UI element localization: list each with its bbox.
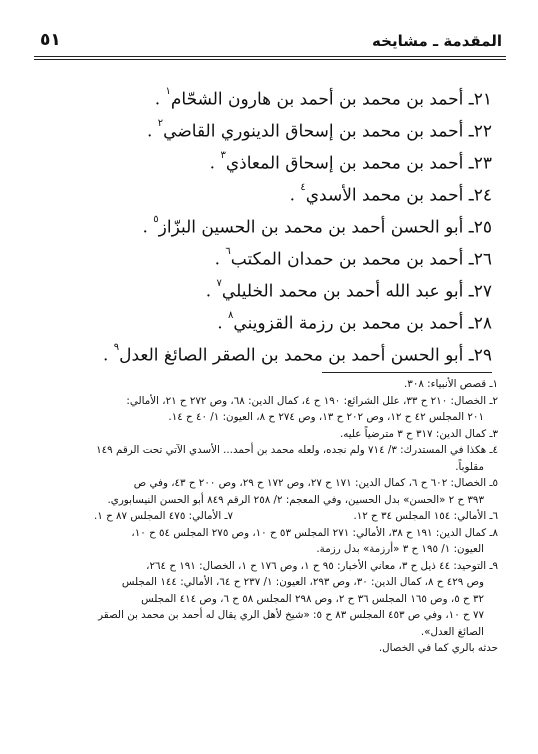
narrator-list [52, 80, 492, 368]
list-item: ٢٢ـ أحمد بن محمد بن إسحاق الدينوري القاضي$^٢$ . [146, 118, 492, 142]
footnote-2: ٢ـ الخصال: ٢١٠ ح ٣٣، علل الشرائع: ١٩٠ ح ٤، كمال الدين: ٦٨، وص ٢٧٢ ح ٢١، الأمالي: [126, 394, 498, 407]
footnotes [34, 376, 498, 657]
footnote-separator [322, 372, 492, 373]
footnote-3: ٣ـ كمال الدين: ٣١٧ ح ٣ مترضياً عليه. [339, 427, 498, 440]
footnote-2-cont: ٢٠١ المجلس ٤٢ ح ١٢، وص ٢٠٢ ح ١٣، وص ٢٧٤ ح ٨، العيون: ١/ ٤٠ ح ١٤. [168, 411, 484, 423]
footnote-8-cont: العيون: ١/ ١٩٥ ح ٣ «أرزمة» بدل رزمة. [316, 543, 484, 555]
footnote-6: ٦ـ الأمالي: ١٥٤ المجلس ٣٤ ح ١٢. [353, 510, 498, 522]
footnote-9-cont-1: وص ٤٢٩ ح ٨، كمال الدين: ٣٠، وص ٢٩٣، العيون: ١/ ٢٣٧ ح ٦٤، الأمالي: ١٤٤ المجلس [121, 576, 484, 588]
footnote-1: ١ـ قصص الأنبياء: ٣٠٨. [404, 378, 498, 390]
footnote-9-cont-3: ٧٧ ح ١٠، وفي ص ٤٥٣ المجلس ٨٣ ح ٥: «شيخ لأهل الري يقال له أحمد بن محمد بن الصقر [98, 609, 484, 621]
list-item: ٢١ـ أحمد بن محمد بن أحمد بن هارون الشحّام$^١$ . [154, 86, 492, 110]
footnote-9-cont-4: الصائغ العدل». [420, 625, 484, 638]
list-item: ٢٥ـ أبو الحسن أحمد بن محمد بن الحسين البزّاز$^٥$ . [142, 214, 492, 238]
footnote-9: ٩ـ التوحيد: ٤٤ ذيل ح ٣، معاني الأخبار: ٩٥ ح ١، وص ١٧٦ ح ١، الخصال: ١٩١ ح ٢٦٤، [146, 559, 498, 572]
list-item: ٢٨ـ أحمد بن محمد بن رزمة القزويني$^٨$ . [217, 310, 492, 334]
footnote-4-cont: مقلوباً. [455, 460, 484, 473]
footnote-6-7-row [34, 508, 498, 525]
footnote-9-note: حدثه بالري كما في الخصال. [378, 642, 498, 654]
footnote-5-cont: ٣٩٣ ح ٢ «الحسن» بدل الحسين، وفي المعجم: ٢/ ٢٥٨ الرقم ٨٤٩ أبو الحسن النيسابوري. [107, 493, 484, 506]
list-item: ٢٣ـ أحمد بن محمد بن إسحاق المعاذي$^٣$ . [209, 150, 492, 174]
footnote-5: ٥ـ الخصال: ٦٠٢ ح ٦، كمال الدين: ١٧١ ح ٢٧، وص ١٧٢ ح ٢٩، وص ٢٠٠ ح ٤٣، وفي ص [133, 477, 498, 489]
header-rule [34, 56, 506, 57]
footnote-8: ٨ـ كمال الدين: ١٩١ ح ٣٨، الأمالي: ٢٧١ المجلس ٥٣ ح ١٠، وص ٢٧٥ المجلس ٥٤ ح ١٠، [131, 526, 498, 539]
page-number: ٥١ [40, 30, 61, 50]
running-header [34, 26, 506, 60]
footnote-4: ٤ـ هكذا في المستدرك: ٣/ ٧١٤ ولم نجده، ولعله محمد بن أحمد... الأسدي الآتي تحت الرقم ١٤٩ [96, 444, 498, 456]
header-rule-second [34, 59, 506, 60]
footnote-7: ٧ـ الأمالي: ٤٧٥ المجلس ٨٧ ح ١. [94, 510, 234, 522]
list-item: ٢٩ـ أبو الحسن أحمد بن محمد بن الصقر الصائغ العدل$^٩$ . [102, 342, 492, 366]
footnote-9-cont-2: ٣٢ ح ٥، وص ١٦٥ المجلس ٣٦ ح ٢، وص ٢٩٨ المجلس ٥٨ ح ٦، وص ٤١٤ المجلس [141, 592, 484, 605]
list-item: ٢٤ـ أحمد بن محمد الأسدي$^٤$ . [289, 182, 492, 206]
header-title: المقدمة ـ مشايخه [372, 32, 502, 50]
list-item: ٢٧ـ أبو عبد الله أحمد بن محمد الخليلي$^٧$ . [205, 278, 492, 302]
list-item: ٢٦ـ أحمد بن محمد بن حمدان المكتب$^٦$ . [214, 246, 492, 270]
